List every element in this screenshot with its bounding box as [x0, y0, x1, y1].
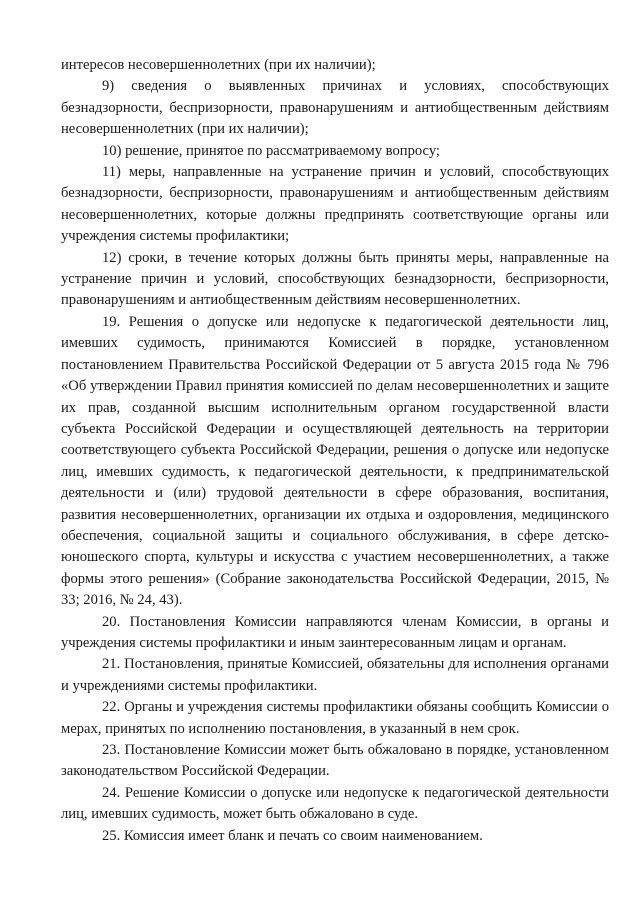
paragraph: 20. Постановления Комиссии направляются членам Комиссии, в органы и учреждения системы профилактики и иным заинтересованным лицам и органам.	[61, 613, 609, 651]
paragraph: 9) сведения о выявленных причинах и условиях, способствующих безнадзорности, беспризорности, правонарушениям и антиобщественным действиям несовершеннолетних (при их наличии);	[61, 78, 609, 138]
paragraph: 11) меры, направленные на устранение причин и условий, способствующих безнадзорности, беспризорности, правонарушениям и антиобщественным действиям несовершеннолетних, которые должны предпринять соответствующие органы или учреждения системы профилактики;	[61, 164, 609, 245]
paragraph: 12) сроки, в течение которых должны быть приняты меры, направленные на устранение причин и условий, способствующих безнадзорности, беспризорности, правонарушениям и антиобщественным действиям несовершеннолетних.	[61, 249, 609, 309]
paragraph: 25. Комиссия имеет бланк и печать со своим наименованием.	[102, 827, 483, 844]
paragraph: 24. Решение Комиссии о допуске или недопуске к педагогической деятельности лиц, имевших судимость, может быть обжаловано в суде.	[61, 784, 609, 823]
paragraph: 21. Постановления, принятые Комиссией, обязательны для исполнения органами и учреждениями системы профилактики.	[61, 656, 609, 694]
paragraph: интересов несовершеннолетних (при их наличии);	[61, 57, 376, 73]
paragraph: 19. Решения о допуске или недопуске к педагогической деятельности лиц, имевших судимость, принимаются Комиссией в порядке, установленном постановлением Правительства Российской Федерации от 5 августа 2015 года № 796 «Об утверждении Правил принятия комиссией по делам несовершеннолетних и защите их прав, созданной высшим исполнительным органом государственной власти субъекта Российской Федерации и осуществляющей деятельность на территории соответствующего субъекта Российской Федерации, решения о допуске или недопуске лиц, имевших судимость, к педагогической деятельности, к предпринимательской деятельности и (или) трудовой деятельности в сфере образования, воспитания, развития несовершеннолетних, организации их отдыха и оздоровления, медицинского обеспечения, социальной защиты и социального обслуживания, в сфере детско-юношеского спорта, культуры и искусства с участием несовершеннолетних, а также формы этого решения» (Собрание законодательства Российской Федерации, 2015, № 33; 2016, № 24, 43).	[61, 313, 609, 609]
paragraph: 10) решение, принятое по рассматриваемому вопросу;	[102, 142, 440, 159]
paragraph: 22. Органы и учреждения системы профилактики обязаны сообщить Комиссии о мерах, принятых по исполнению постановления, в указанный в нем срок.	[61, 699, 609, 737]
paragraph: 23. Постановление Комиссии может быть обжаловано в порядке, установленном законодательством Российской Федерации.	[61, 742, 609, 780]
document-page	[61, 55, 609, 847]
